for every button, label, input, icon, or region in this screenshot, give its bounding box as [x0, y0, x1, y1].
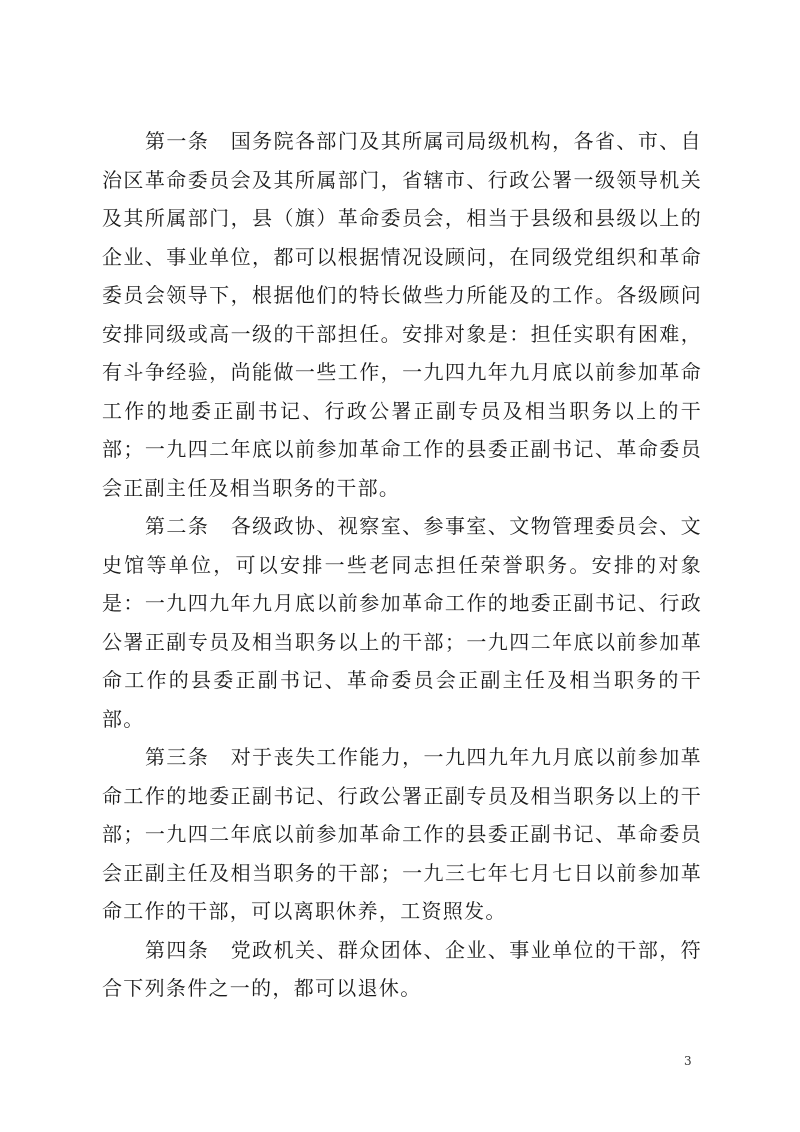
- article-4-paragraph: 第四条 党政机关、群众团体、企业、事业单位的干部，符合下列条件之一的，都可以退休。: [102, 937, 702, 1000]
- article-3-paragraph: 第三条 对于丧失工作能力，一九四九年九月底以前参加革命工作的地委正副书记、行政公署正副专员及相当职务以上的干部；一九四二年底以前参加革命工作的县委正副书记、革命委员会正副主任及相当职务的干部；一九三七年七月七日以前参加革命工作的干部，可以离职休养，工资照发。: [102, 745, 702, 923]
- article-2-paragraph: 第二条 各级政协、视察室、参事室、文物管理委员会、文史馆等单位，可以安排一些老同志担任荣誉职务。安排的对象是：一九四九年九月底以前参加革命工作的地委正副书记、行政公署正副专员及相当职务以上的干部；一九四二年底以前参加革命工作的县委正副书记、革命委员会正副主任及相当职务的干部。: [102, 514, 702, 731]
- page-number: 3: [684, 1054, 692, 1068]
- document-body: [102, 122, 702, 1008]
- article-1-paragraph: 第一条 国务院各部门及其所属司局级机构，各省、市、自治区革命委员会及其所属部门，省辖市、行政公署一级领导机关及其所属部门，县（旗）革命委员会，相当于县级和县级以上的企业、事业单位，都可以根据情况设顾问，在同级党组织和革命委员会领导下，根据他们的特长做些力所能及的工作。各级顾问安排同级或高一级的干部担任。安排对象是：担任实职有困难，有斗争经验，尚能做一些工作，一九四九年九月底以前参加革命工作的地委正副书记、行政公署正副专员及相当职务以上的干部；一九四二年底以前参加革命工作的县委正副书记、革命委员会正副主任及相当职务的干部。: [102, 129, 702, 500]
